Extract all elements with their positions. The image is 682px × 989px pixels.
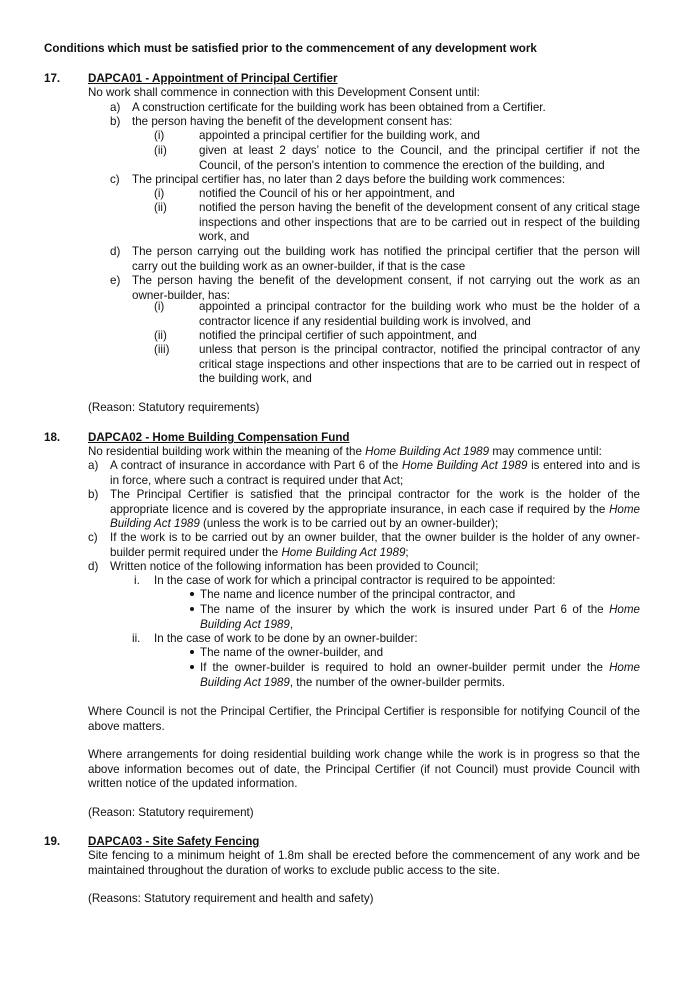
condition-17-c-marker: c) [110,173,120,186]
condition-17-number: 17. [44,72,61,85]
condition-18-d-marker: d) [88,560,99,573]
condition-18-b-marker: b) [88,488,99,501]
condition-17-b-i-text: appointed a principal certifier for the building work, and [199,129,480,142]
section-heading: Conditions which must be satisfied prior to the commencement of any development work [44,42,537,55]
condition-18-d-ii-bullet-2: If the owner-builder is required to hold an owner-builder permit under the Home Building Act 1989, the number of the owner-builder permits. [200,661,640,689]
condition-17-e-i-marker: (i) [154,300,165,313]
condition-18-b-text: The Principal Certifier is satisfied that the principal contractor for the work is the holder of the appropriate licence and is covered by the appropriate insurance, in each case if required by the Home Building Act 1989 (unless the work is to be carried out by an owner-builder); [110,488,640,531]
bullet-icon [190,665,194,669]
condition-17-e-text: The person having the benefit of the development consent, if not carrying out the work as an owner-builder, has: [132,274,640,302]
condition-17-d-text: The person carrying out the building work has notified the principal certifier that the person will carry out the building work as an owner-builder, if that is the case [132,245,640,273]
condition-17-title: DAPCA01 - Appointment of Principal Certifier [88,72,338,85]
condition-18-d-i-text: In the case of work for which a principal contractor is required to be appointed: [154,574,556,587]
condition-19-text: Site fencing to a minimum height of 1.8m shall be erected before the commencement of any work and be maintained throughout the duration of works to exclude public access to the site. [88,849,640,877]
condition-18-a-text: A contract of insurance in accordance with Part 6 of the Home Building Act 1989 is entered into and is in force, where such a contract is required under that Act; [110,459,640,487]
condition-17-c-text: The principal certifier has, no later than 2 days before the building work commences: [132,173,566,186]
condition-18-d-ii-bullet-1: The name of the owner-builder, and [200,646,384,659]
condition-17-b-ii-text: given at least 2 days’ notice to the Council, and the principal certifier if not the Council, of the person's intention to commence the erection of the building, and [199,144,640,172]
condition-17-e-iii-marker: (iii) [154,343,170,356]
condition-18-title: DAPCA02 - Home Building Compensation Fund [88,431,350,444]
condition-17-c-i-text: notified the Council of his or her appointment, and [199,187,455,200]
condition-18-intro: No residential building work within the meaning of the Home Building Act 1989 may commence until: [88,445,602,458]
condition-17-d-marker: d) [110,245,121,258]
condition-17-intro: No work shall commence in connection with this Development Consent until: [88,86,480,99]
condition-18-d-i-bullet-2: The name of the insurer by which the work is insured under Part 6 of the Home Building Act 1989, [200,603,640,631]
condition-18-number: 18. [44,431,61,444]
condition-18-paragraph-1: Where Council is not the Principal Certifier, the Principal Certifier is responsible for notifying Council of the above matters. [88,705,640,733]
condition-17-c-i-marker: (i) [154,187,165,200]
condition-17-e-marker: e) [110,274,121,287]
condition-17-e-ii-marker: (ii) [154,329,167,342]
condition-18-reason: (Reason: Statutory requirement) [88,806,254,819]
condition-19-reason: (Reasons: Statutory requirement and health and safety) [88,892,374,905]
condition-17-b-ii-marker: (ii) [154,144,167,157]
condition-17-a-text: A construction certificate for the building work has been obtained from a Certifier. [132,101,546,114]
condition-18-a-marker: a) [88,459,99,472]
condition-18-d-ii-text: In the case of work to be done by an owner-builder: [154,632,418,645]
condition-18-c-text: If the work is to be carried out by an owner builder, that the owner builder is the holder of any owner-builder permit required under the Home Building Act 1989; [110,531,640,559]
bullet-icon [190,650,194,654]
condition-17-reason: (Reason: Statutory requirements) [88,401,260,414]
condition-19-number: 19. [44,835,61,848]
bullet-icon [190,592,194,596]
condition-18-d-i-marker: i. [134,574,140,587]
condition-18-d-ii-marker: ii. [132,632,141,645]
condition-17-b-marker: b) [110,115,121,128]
condition-17-e-i-text: appointed a principal contractor for the building work who must be the holder of a contractor licence if any residential building work is involved, and [199,300,640,328]
condition-19-title: DAPCA03 - Site Safety Fencing [88,835,260,848]
condition-17-c-ii-text: notified the person having the benefit of the development consent of any critical stage inspections and other inspections that are to be carried out in respect of the building work, and [199,201,640,244]
condition-17-c-ii-marker: (ii) [154,201,167,214]
condition-17-e-ii-text: notified the principal certifier of such appointment, and [199,329,477,342]
condition-17-b-i-marker: (i) [154,129,165,142]
condition-18-c-marker: c) [88,531,98,544]
condition-17-b-text: the person having the benefit of the development consent has: [132,115,453,128]
condition-17-a-marker: a) [110,101,121,114]
condition-18-d-text: Written notice of the following information has been provided to Council; [110,560,479,573]
condition-18-d-i-bullet-1: The name and licence number of the principal contractor, and [200,588,516,601]
condition-17-e-iii-text: unless that person is the principal contractor, notified the principal contractor of any critical stage inspections and other inspections that are to be carried out in respect of the building work, and [199,343,640,386]
condition-18-paragraph-2: Where arrangements for doing residential building work change while the work is in progress so that the above information becomes out of date, the Principal Certifier (if not Council) must provide Council with written notice of the updated information. [88,748,640,791]
bullet-icon [190,607,194,611]
